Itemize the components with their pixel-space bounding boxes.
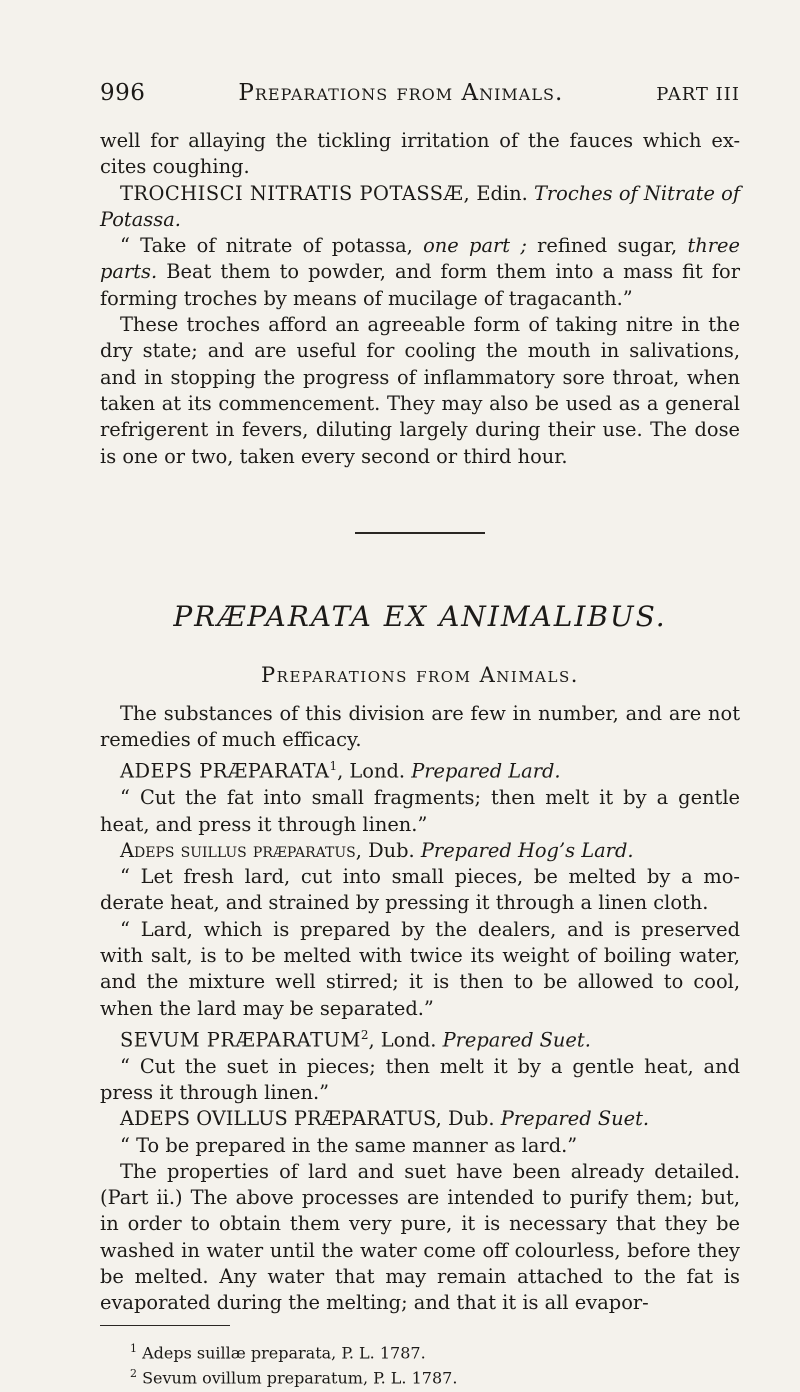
adeps-heading (100, 753, 740, 785)
adeps-source: , Lond. (337, 759, 412, 783)
recipe-text: Beat them to powder, and form them into a mass fit for forming troches by means of mucilage of tragacanth.” (100, 260, 740, 310)
footnote-ref: 1 (329, 759, 338, 774)
troches-heading (100, 181, 740, 234)
adeps-recipe: “ Cut the fat into small fragments; then melt it by a gentle heat, and press it through linen.” (100, 786, 740, 836)
recipe-quantity: one part ; (423, 234, 527, 258)
footnote-divider (100, 1325, 230, 1326)
footnote-text: Sevum ovillum preparatum, P. L. 1787. (137, 1368, 458, 1388)
troches-english-name: Troches of Nitrate of Potassa. (100, 181, 741, 231)
section-divider (355, 532, 485, 534)
sevum-recipe: “ Cut the suet in pieces; then melt it by a gentle heat, and press it through linen.” (100, 1054, 740, 1104)
sevum-source: , Lond. (368, 1028, 443, 1052)
recipe-text: “ Take of nitrate of potassa, (120, 234, 424, 258)
adeps-latin-name: ADEPS PRÆPARATA (120, 759, 330, 783)
section-title: PRÆPARATA EX ANIMALIBUS. (173, 599, 667, 633)
troches-source: Edin. (470, 181, 534, 205)
suillus-latin-name: Adeps suillus præparatus, (120, 838, 362, 862)
troches-description: These troches afford an agreeable form of taking nitre in the dry state; and are useful for cooling the mouth in salivations, and in stopping the progress of inflammatory sore throat, when taken at its commencement. They may also be used as a general refrigerent in fevers, diluting largely during their use. The dose is one or two, taken every second or third hour. (100, 313, 740, 468)
part-label: PART III (656, 84, 740, 105)
continued-paragraph: well for allaying the tickling irritation of the fauces which ex- cites coughing. (100, 129, 740, 179)
ovillus-source: Dub. (441, 1107, 501, 1131)
ovillus-recipe: “ To be prepared in the same manner as lard.” (120, 1133, 578, 1157)
troches-recipe (100, 233, 740, 312)
document-page (100, 80, 740, 1388)
footnote (100, 1338, 740, 1363)
footnote-mark: 1 (130, 1341, 137, 1355)
ovillus-english-name: Prepared Suet. (500, 1107, 650, 1131)
ovillus-latin-name: ADEPS OVILLUS PRÆPARATUS, (120, 1107, 442, 1131)
section-subtitle: Preparations from Animals. (261, 662, 579, 687)
troches-latin-name: TROCHISCI NITRATIS POTASSÆ, (120, 181, 471, 205)
ovillus-heading (100, 1106, 740, 1132)
suillus-recipe-1: “ Let fresh lard, cut into small pieces, be melted by a mo- derate heat, and strained by pressing it through a linen cloth. (100, 865, 740, 915)
adeps-english-name: Prepared Lard. (411, 759, 561, 783)
footnote-text: Adeps suillæ preparata, P. L. 1787. (137, 1342, 426, 1362)
footnote-ref: 2 (360, 1027, 369, 1042)
recipe-quantity: three parts. (100, 234, 740, 284)
sevum-english-name: Prepared Suet. (442, 1028, 591, 1052)
page-number: 996 (100, 80, 146, 106)
running-title: Preparations from Animals. (238, 80, 564, 106)
suillus-source: Dub. (361, 838, 421, 862)
sevum-latin-name: SEVUM PRÆPARATUM (120, 1028, 361, 1052)
running-head (100, 80, 740, 106)
footnote (100, 1363, 740, 1388)
section-intro: The substances of this division are few in number, and are not remedies of much efficacy. (100, 701, 740, 752)
suillus-english-name: Prepared Hog’s Lard. (420, 838, 634, 862)
suillus-recipe-2: “ Lard, which is prepared by the dealers, and is preserved with salt, is to be melted with twice its weight of boiling water, and the mixture well stirred; it is then to be allowed to cool, when the lard may be separated.” (100, 917, 740, 1020)
closing-paragraph: The properties of lard and suet have been already detailed. (Part ii.) The above processes are intended to purify them; but, in order to obtain them very pure, it is necessary that they be washed in water until the water come off colourless, before they be melted. Any water that may remain attached to the fat is evaporated during the melting; and that it is all evapor- (100, 1159, 740, 1315)
footnote-mark: 2 (130, 1366, 137, 1380)
recipe-text: refined sugar, (526, 234, 688, 258)
sevum-heading (100, 1022, 740, 1054)
suillus-heading (100, 838, 740, 864)
